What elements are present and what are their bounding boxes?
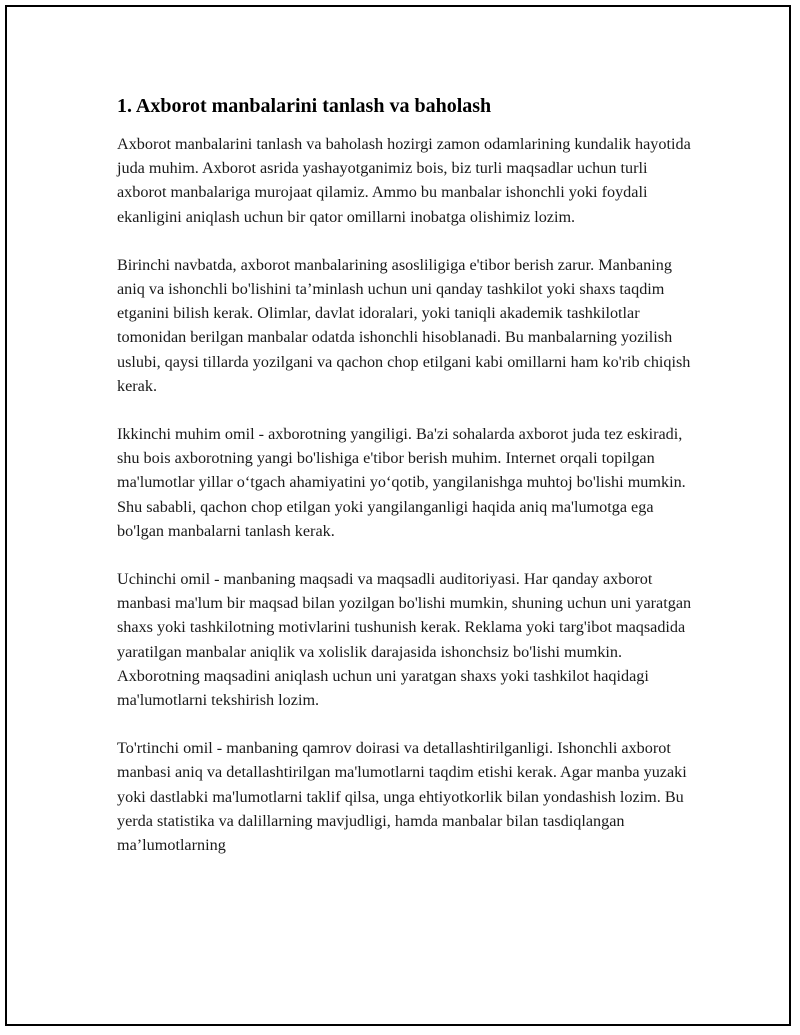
document-body [117,92,697,881]
paragraph-scope: To'rtinchi omil - manbaning qamrov doirasi va detallashtirilganligi. Ishonchli axborot manbasi aniq va detallashtirilgan ma'lumotlarni taqdim etishi kerak. Agar manba yuzaki yoki dastlabki ma'lumotlarni taklif qilsa, unga ehtiyotkorlik bilan yondashish lozim. Bu yerda statistika va dalillarning mavjudligi, hamda manbalar bilan tasdiqlangan ma’lumotlarning [117,739,687,855]
paragraph-reliability: Birinchi navbatda, axborot manbalarining asosliligiga e'tibor berish zarur. Manbaning aniq va ishonchli bo'lishini ta’minlash uchun uni qanday tashkilot yoki shaxs taqdim etganini bilish kerak. Olimlar, davlat idoralari, yoki taniqli akademik tashkilotlar tomonidan berilgan manbalar odatda ishonchli hisoblanadi. Bu manbalarning yozilish uslubi, qaysi tillarda yozilgani va qachon chop etilgani kabi omillarni ham ko'rib chiqish kerak. [117,255,691,395]
paragraph-recency: Ikkinchi muhim omil - axborotning yangiligi. Ba'zi sohalarda axborot juda tez eskiradi, shu bois axborotning yangi bo'lishiga e'tibor berish muhim. Internet orqali topilgan ma'lumotlar yillar o‘tgach ahamiyatini yo‘qotib, yangilanishga muhtoj bo'lishi mumkin. Shu sababli, qachon chop etilgan yoki yangilanganligi haqida aniq ma'lumotga ega bo'lgan manbalarni tanlash kerak. [117,425,686,540]
section-heading: 1. Axborot manbalarini tanlash va baholash [117,95,492,117]
paragraph-intro: Axborot manbalarini tanlash va baholash hozirgi zamon odamlarining kundalik hayotida juda muhim. Axborot asrida yashayotganimiz bois, biz turli maqsadlar uchun turli axborot manbalariga murojaat qilamiz. Ammo bu manbalar ishonchli yoki foydali ekanligini aniqlash uchun bir qator omillarni inobatga olishimiz lozim. [117,135,691,226]
paragraph-purpose: Uchinchi omil - manbaning maqsadi va maqsadli auditoriyasi. Har qanday axborot manbasi ma'lum bir maqsad bilan yozilgan bo'lishi mumkin, shuning uchun uni yaratgan shaxs yoki tashkilotning motivlarini tushunish kerak. Reklama yoki targ'ibot maqsadida yaratilgan manbalar aniqlik va xolislik darajasida ishonchsiz bo'lishi mumkin. Axborotning maqsadini aniqlash uchun uni yaratgan shaxs yoki tashkilot haqidagi ma'lumotlarni tekshirish lozim. [117,570,692,710]
